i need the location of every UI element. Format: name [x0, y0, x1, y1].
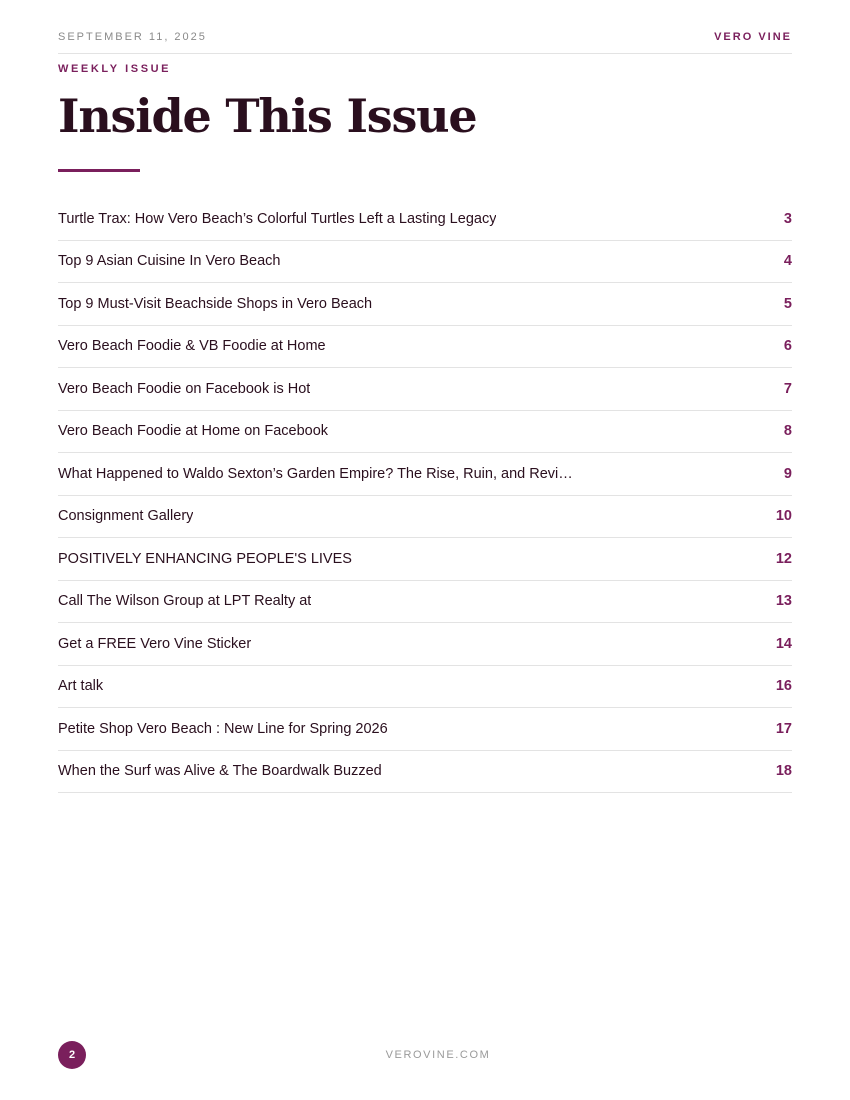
toc-entry-page-number: 10 [775, 508, 792, 525]
toc-entry-title: POSITIVELY ENHANCING PEOPLE'S LIVES [58, 550, 352, 567]
toc-entry[interactable] [58, 666, 792, 709]
toc-entry[interactable] [58, 496, 792, 539]
toc-entry-title: Vero Beach Foodie at Home on Facebook [58, 423, 329, 440]
page-header [58, 31, 792, 54]
toc-entry-title: Petite Shop Vero Beach : New Line for Spring 2026 [58, 720, 388, 737]
toc-entry-page-number: 18 [775, 763, 792, 780]
issue-date: SEPTEMBER 11, 2025 [58, 31, 207, 43]
toc-entry[interactable] [58, 198, 792, 241]
toc-entry[interactable] [58, 581, 792, 624]
toc-entry[interactable] [58, 368, 792, 411]
toc-entry-title: Vero Beach Foodie on Facebook is Hot [58, 380, 311, 397]
toc-entry[interactable] [58, 326, 792, 369]
toc-entry[interactable] [58, 708, 792, 751]
page-title: Inside This Issue [58, 89, 477, 143]
toc-entry-page-number: 6 [783, 338, 792, 355]
toc-entry-page-number: 5 [783, 295, 792, 312]
toc-entry-page-number: 16 [775, 678, 792, 695]
toc-entry[interactable] [58, 538, 792, 581]
toc-entry-title: What Happened to Waldo Sexton’s Garden Empire? The Rise, Ruin, and Revi… [58, 465, 573, 482]
toc-entry[interactable] [58, 623, 792, 666]
toc-entry[interactable] [58, 751, 792, 794]
toc-entry-title: Turtle Trax: How Vero Beach’s Colorful Turtles Left a Lasting Legacy [58, 210, 497, 227]
toc-entry-title: Top 9 Must-Visit Beachside Shops in Vero Beach [58, 295, 373, 312]
footer-site: VEROVINE.COM [385, 1049, 491, 1061]
toc-entry-page-number: 4 [783, 253, 792, 270]
toc-entry-title: Vero Beach Foodie & VB Foodie at Home [58, 338, 326, 355]
title-accent-rule [58, 169, 140, 172]
toc-entry-title: Get a FREE Vero Vine Sticker [58, 635, 252, 652]
toc-entry-page-number: 8 [783, 423, 792, 440]
page-number-badge: 2 [58, 1041, 86, 1069]
toc-entry-page-number: 17 [775, 720, 792, 737]
brand-name: VERO VINE [714, 31, 792, 43]
issue-kicker: WEEKLY ISSUE [58, 63, 172, 75]
toc-entry[interactable] [58, 241, 792, 284]
toc-entry[interactable] [58, 453, 792, 496]
toc-entry-title: Consignment Gallery [58, 508, 194, 525]
toc-entry-page-number: 7 [783, 380, 792, 397]
toc-entry-page-number: 3 [783, 210, 792, 227]
table-of-contents [58, 198, 792, 793]
toc-entry-page-number: 12 [775, 550, 792, 567]
toc-entry-page-number: 13 [775, 593, 792, 610]
toc-entry-page-number: 14 [775, 635, 792, 652]
toc-entry-page-number: 9 [783, 465, 792, 482]
toc-entry[interactable] [58, 411, 792, 454]
toc-entry[interactable] [58, 283, 792, 326]
toc-entry-title: Call The Wilson Group at LPT Realty at [58, 593, 312, 610]
toc-entry-title: Art talk [58, 678, 104, 695]
toc-entry-title: When the Surf was Alive & The Boardwalk Buzzed [58, 763, 382, 780]
toc-entry-title: Top 9 Asian Cuisine In Vero Beach [58, 253, 281, 270]
